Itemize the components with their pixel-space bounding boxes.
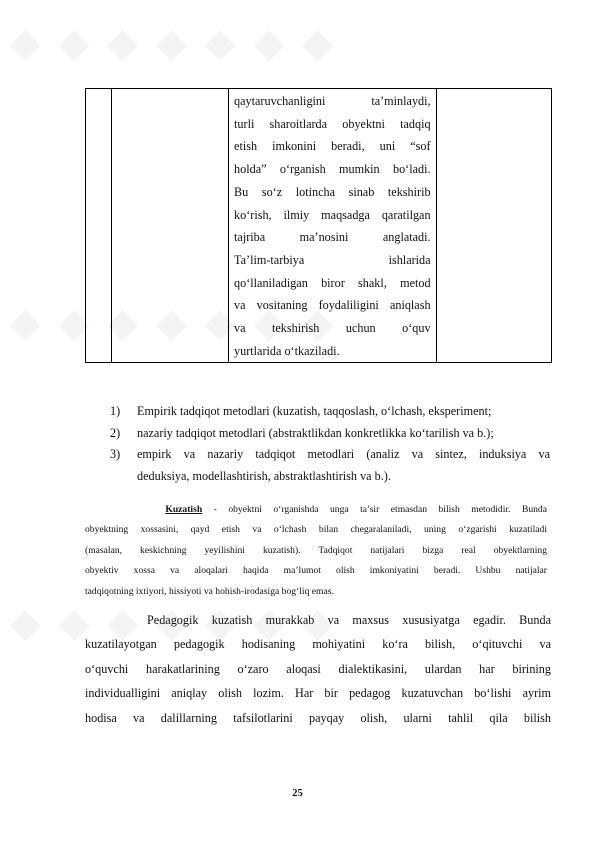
note-line: (masalan, keskichning yeyilishini kuzatish). Tadqiqot natijalari bizga real obyektlarning [85,544,547,556]
cell-line: yurtlarida o‘tkaziladi. [234,343,340,358]
list-item-number: 2) [110,425,121,440]
method-list [110,401,550,487]
table-cell [111,89,228,363]
kuzatish-note [85,500,547,602]
note-line: obyektning xossasini, qayd etish va o‘lchash bilan chegaralaniladi, uning o‘zgarishi kuzatiladi [85,524,547,536]
paragraph-line: Pedagogik kuzatish murakkab va maxsus xususiyatga egadir. Bunda [147,613,551,627]
list-item-text: deduksiya, modellashtirish, abstraktlashtirish va b.). [137,468,391,483]
cell-line: va vositaning foydaliligini aniqlash [234,298,431,313]
list-item [110,423,550,445]
table-cell [86,89,112,363]
watermark [10,20,335,66]
cell-line: ko‘rish, ilmiy maqsadga qaratilgan [234,207,431,222]
list-item-number: 3) [110,447,121,461]
paragraph-line: o‘quvchi harakatlarining o‘zaro aloqasi dialektikasini, ulardan har birining [85,661,551,676]
note-line: tadqiqotning ixtiyori, hissiyoti va hohish-irodasiga bog‘liq emas. [85,585,334,597]
list-item [110,444,550,487]
paragraph-line: individualligini aniqlay olish lozim. Har bir pedagog kuzatuvchan bo‘lishi ayrim [85,686,551,701]
cell-line: Bu so‘z lotincha sinab tekshirib [234,184,431,199]
note-term: Kuzatish [165,504,203,515]
list-item-text: empirk va nazariy tadqiqot metodlari (analiz va sintez, induksiya va [137,447,550,461]
list-item-text: nazariy tadqiqot metodlari (abstraktlikdan konkretlikka ko‘tarilish va b.); [137,425,494,440]
page-number: 25 [292,788,303,799]
table-row [86,89,552,363]
cell-line: tajriba ma’nosini anglatadi. [234,230,431,245]
list-item [110,401,550,423]
cell-line: holda” o‘rganish mumkin bo‘ladi. [234,162,431,177]
method-table [85,88,552,363]
table-cell [436,89,551,363]
cell-line: qo‘llaniladigan biror shakl, metod [234,275,431,290]
list-item-number: 1) [110,404,121,418]
cell-line: va tekshirish uchun o‘quv [234,321,431,336]
cell-description-text [229,89,436,362]
table-cell-description [229,89,437,363]
paragraph-line: kuzatilayotgan pedagogik hodisaning mohiyatini ko‘ra bilish, o‘qituvchi va [85,637,551,652]
note-first-line: - obyektni o‘rganishda unga ta’sir etmasdan bilish metodidir. Bunda [202,504,547,515]
cell-line: Ta’lim-tarbiya ishlarida [234,252,431,267]
note-line: obyektiv xossa va aloqalari haqida ma’lumot olish imkoniyatini beradi. Ushbu natijalar [85,565,547,577]
list-item-text: Empirik tadqiqot metodlari (kuzatish, taqqoslash, o‘lchash, eksperiment; [137,404,492,418]
cell-line: qaytaruvchanligini ta’minlaydi, [234,94,431,108]
paragraph-line: hodisa va dalillarning tafsilotlarini payqay olish, ularni tahlil qila bilish [85,710,551,725]
cell-line: etish imkonini beradi, uni “sof [234,139,431,154]
body-paragraph [85,608,551,730]
cell-line: turli sharoitlarda obyektni tadqiq [234,116,431,131]
